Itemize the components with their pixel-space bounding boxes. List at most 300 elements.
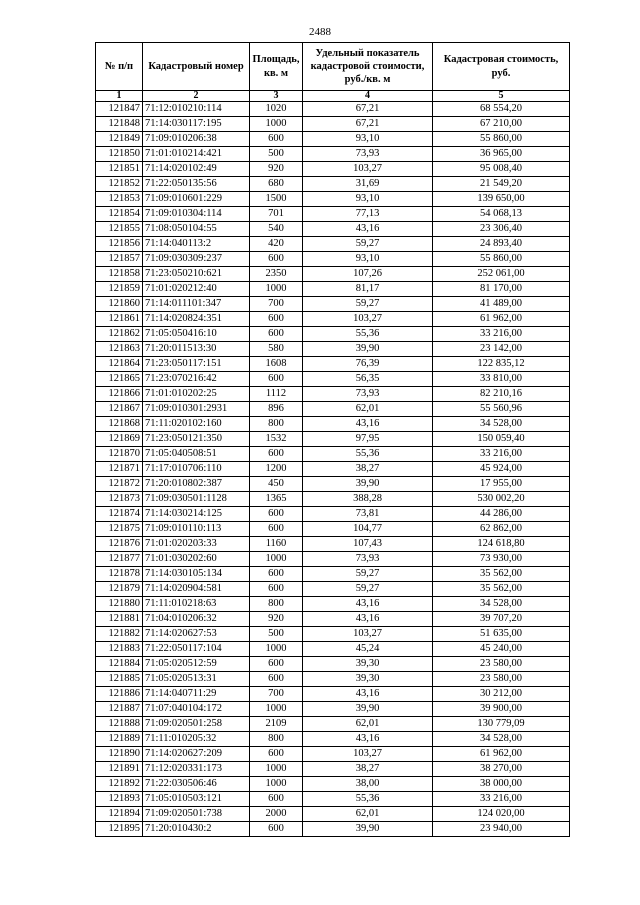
table-row	[96, 312, 570, 327]
specific-value-cell: 73,81	[303, 507, 433, 522]
table-row	[96, 267, 570, 282]
table-row	[96, 747, 570, 762]
area-cell: 600	[250, 672, 303, 687]
table-row	[96, 792, 570, 807]
specific-value-cell: 67,21	[303, 102, 433, 117]
row-number-cell: 121851	[96, 162, 143, 177]
row-number-cell: 121873	[96, 492, 143, 507]
area-cell: 450	[250, 477, 303, 492]
area-cell: 800	[250, 597, 303, 612]
area-cell: 1020	[250, 102, 303, 117]
area-cell: 2350	[250, 267, 303, 282]
table-row	[96, 162, 570, 177]
specific-value-cell: 103,27	[303, 162, 433, 177]
cadastral-cost-cell: 81 170,00	[433, 282, 570, 297]
row-number-cell: 121847	[96, 102, 143, 117]
cadastral-cost-cell: 34 528,00	[433, 597, 570, 612]
area-cell: 500	[250, 147, 303, 162]
specific-value-cell: 103,27	[303, 312, 433, 327]
table-row	[96, 507, 570, 522]
cadastral-cost-cell: 530 002,20	[433, 492, 570, 507]
row-number-cell: 121877	[96, 552, 143, 567]
row-number-cell: 121849	[96, 132, 143, 147]
specific-value-cell: 39,30	[303, 672, 433, 687]
row-number-cell: 121889	[96, 732, 143, 747]
cadastral-cost-cell: 82 210,16	[433, 387, 570, 402]
cadastral-number-cell: 71:09:010301:2931	[143, 402, 250, 417]
specific-value-cell: 104,77	[303, 522, 433, 537]
column-number-row	[96, 91, 570, 102]
specific-value-cell: 107,43	[303, 537, 433, 552]
cadastral-number-cell: 71:12:010210:114	[143, 102, 250, 117]
area-cell: 600	[250, 792, 303, 807]
table-row	[96, 117, 570, 132]
table-row	[96, 147, 570, 162]
specific-value-cell: 59,27	[303, 237, 433, 252]
table-row	[96, 642, 570, 657]
cadastral-cost-cell: 51 635,00	[433, 627, 570, 642]
cadastral-cost-cell: 23 142,00	[433, 342, 570, 357]
cadastral-cost-cell: 33 216,00	[433, 447, 570, 462]
column-number: 3	[250, 91, 303, 102]
specific-value-cell: 55,36	[303, 327, 433, 342]
cadastral-cost-cell: 33 216,00	[433, 327, 570, 342]
row-number-cell: 121886	[96, 687, 143, 702]
cadastral-cost-cell: 38 000,00	[433, 777, 570, 792]
cadastral-number-cell: 71:14:030214:125	[143, 507, 250, 522]
area-cell: 600	[250, 252, 303, 267]
cadastral-cost-cell: 23 580,00	[433, 672, 570, 687]
area-cell: 600	[250, 327, 303, 342]
cadastral-number-cell: 71:09:010110:113	[143, 522, 250, 537]
cadastral-cost-cell: 122 835,12	[433, 357, 570, 372]
row-number-cell: 121892	[96, 777, 143, 792]
area-cell: 600	[250, 132, 303, 147]
table-header-row	[96, 43, 570, 91]
table-row	[96, 372, 570, 387]
specific-value-cell: 38,27	[303, 762, 433, 777]
cadastral-number-cell: 71:14:020627:209	[143, 747, 250, 762]
area-cell: 1000	[250, 762, 303, 777]
row-number-cell: 121859	[96, 282, 143, 297]
row-number-cell: 121895	[96, 822, 143, 837]
cadastral-number-cell: 71:14:020824:351	[143, 312, 250, 327]
area-cell: 1608	[250, 357, 303, 372]
table-row	[96, 102, 570, 117]
cadastral-number-cell: 71:14:040711:29	[143, 687, 250, 702]
row-number-cell: 121864	[96, 357, 143, 372]
area-cell: 500	[250, 627, 303, 642]
table-row	[96, 297, 570, 312]
cadastral-number-cell: 71:20:010430:2	[143, 822, 250, 837]
area-cell: 1532	[250, 432, 303, 447]
header-row-number: № п/п	[96, 43, 143, 91]
row-number-cell: 121868	[96, 417, 143, 432]
cadastral-number-cell: 71:09:010206:38	[143, 132, 250, 147]
specific-value-cell: 67,21	[303, 117, 433, 132]
cadastral-cost-cell: 124 020,00	[433, 807, 570, 822]
specific-value-cell: 97,95	[303, 432, 433, 447]
table-row	[96, 237, 570, 252]
row-number-cell: 121887	[96, 702, 143, 717]
cadastral-number-cell: 71:09:030501:1128	[143, 492, 250, 507]
area-cell: 1112	[250, 387, 303, 402]
specific-value-cell: 59,27	[303, 297, 433, 312]
area-cell: 1500	[250, 192, 303, 207]
cadastral-cost-cell: 44 286,00	[433, 507, 570, 522]
header-specific-value: Удельный показатель кадастровой стоимости, руб./кв. м	[303, 43, 433, 91]
area-cell: 1000	[250, 282, 303, 297]
specific-value-cell: 43,16	[303, 612, 433, 627]
table-row	[96, 717, 570, 732]
area-cell: 700	[250, 687, 303, 702]
cadastral-number-cell: 71:09:010304:114	[143, 207, 250, 222]
cadastral-number-cell: 71:20:010802:387	[143, 477, 250, 492]
cadastral-number-cell: 71:09:020501:258	[143, 717, 250, 732]
cadastral-cost-cell: 33 216,00	[433, 792, 570, 807]
row-number-cell: 121855	[96, 222, 143, 237]
cadastral-cost-cell: 130 779,09	[433, 717, 570, 732]
table-row	[96, 177, 570, 192]
specific-value-cell: 93,10	[303, 252, 433, 267]
table-row	[96, 222, 570, 237]
row-number-cell: 121894	[96, 807, 143, 822]
table-row	[96, 582, 570, 597]
specific-value-cell: 103,27	[303, 747, 433, 762]
cadastral-cost-cell: 139 650,00	[433, 192, 570, 207]
specific-value-cell: 39,90	[303, 477, 433, 492]
cadastral-cost-cell: 45 924,00	[433, 462, 570, 477]
row-number-cell: 121872	[96, 477, 143, 492]
cadastral-cost-cell: 33 810,00	[433, 372, 570, 387]
area-cell: 800	[250, 732, 303, 747]
cadastral-number-cell: 71:01:030202:60	[143, 552, 250, 567]
table-row	[96, 687, 570, 702]
row-number-cell: 121876	[96, 537, 143, 552]
row-number-cell: 121890	[96, 747, 143, 762]
row-number-cell: 121871	[96, 462, 143, 477]
area-cell: 701	[250, 207, 303, 222]
cadastral-number-cell: 71:11:010218:63	[143, 597, 250, 612]
specific-value-cell: 38,27	[303, 462, 433, 477]
row-number-cell: 121861	[96, 312, 143, 327]
table-row	[96, 477, 570, 492]
row-number-cell: 121883	[96, 642, 143, 657]
column-number: 4	[303, 91, 433, 102]
area-cell: 1000	[250, 117, 303, 132]
specific-value-cell: 93,10	[303, 192, 433, 207]
area-cell: 540	[250, 222, 303, 237]
area-cell: 600	[250, 522, 303, 537]
cadastral-number-cell: 71:05:050416:10	[143, 327, 250, 342]
area-cell: 800	[250, 417, 303, 432]
cadastral-number-cell: 71:01:010202:25	[143, 387, 250, 402]
column-number: 2	[143, 91, 250, 102]
cadastral-number-cell: 71:14:011101:347	[143, 297, 250, 312]
table-row	[96, 342, 570, 357]
table-row	[96, 777, 570, 792]
table-row	[96, 522, 570, 537]
area-cell: 700	[250, 297, 303, 312]
table-row	[96, 612, 570, 627]
row-number-cell: 121882	[96, 627, 143, 642]
table-row	[96, 702, 570, 717]
column-number: 1	[96, 91, 143, 102]
area-cell: 580	[250, 342, 303, 357]
cadastral-cost-cell: 62 862,00	[433, 522, 570, 537]
specific-value-cell: 43,16	[303, 417, 433, 432]
cadastral-number-cell: 71:01:010214:421	[143, 147, 250, 162]
cadastral-cost-cell: 23 306,40	[433, 222, 570, 237]
cadastral-cost-cell: 124 618,80	[433, 537, 570, 552]
cadastral-table	[95, 42, 570, 837]
cadastral-number-cell: 71:22:030506:46	[143, 777, 250, 792]
table-row	[96, 402, 570, 417]
row-number-cell: 121857	[96, 252, 143, 267]
specific-value-cell: 76,39	[303, 357, 433, 372]
row-number-cell: 121866	[96, 387, 143, 402]
specific-value-cell: 39,90	[303, 702, 433, 717]
specific-value-cell: 73,93	[303, 387, 433, 402]
cadastral-cost-cell: 73 930,00	[433, 552, 570, 567]
row-number-cell: 121867	[96, 402, 143, 417]
area-cell: 1160	[250, 537, 303, 552]
area-cell: 1000	[250, 552, 303, 567]
table-row	[96, 252, 570, 267]
cadastral-number-cell: 71:01:020203:33	[143, 537, 250, 552]
area-cell: 1000	[250, 702, 303, 717]
specific-value-cell: 62,01	[303, 807, 433, 822]
cadastral-cost-cell: 39 900,00	[433, 702, 570, 717]
table-row	[96, 207, 570, 222]
cadastral-number-cell: 71:14:020904:581	[143, 582, 250, 597]
specific-value-cell: 39,90	[303, 822, 433, 837]
area-cell: 600	[250, 372, 303, 387]
area-cell: 2000	[250, 807, 303, 822]
cadastral-number-cell: 71:17:010706:110	[143, 462, 250, 477]
row-number-cell: 121856	[96, 237, 143, 252]
table-row	[96, 672, 570, 687]
area-cell: 680	[250, 177, 303, 192]
row-number-cell: 121893	[96, 792, 143, 807]
specific-value-cell: 62,01	[303, 402, 433, 417]
cadastral-cost-cell: 55 860,00	[433, 252, 570, 267]
table-row	[96, 192, 570, 207]
cadastral-number-cell: 71:08:050104:55	[143, 222, 250, 237]
cadastral-cost-cell: 67 210,00	[433, 117, 570, 132]
area-cell: 920	[250, 162, 303, 177]
cadastral-cost-cell: 30 212,00	[433, 687, 570, 702]
cadastral-cost-cell: 24 893,40	[433, 237, 570, 252]
cadastral-cost-cell: 17 955,00	[433, 477, 570, 492]
area-cell: 600	[250, 507, 303, 522]
cadastral-cost-cell: 45 240,00	[433, 642, 570, 657]
row-number-cell: 121863	[96, 342, 143, 357]
specific-value-cell: 43,16	[303, 222, 433, 237]
specific-value-cell: 38,00	[303, 777, 433, 792]
row-number-cell: 121850	[96, 147, 143, 162]
header-cadastral-cost: Кадастровая стоимость, руб.	[433, 43, 570, 91]
row-number-cell: 121884	[96, 657, 143, 672]
table-row	[96, 492, 570, 507]
row-number-cell: 121858	[96, 267, 143, 282]
cadastral-cost-cell: 95 008,40	[433, 162, 570, 177]
specific-value-cell: 59,27	[303, 582, 433, 597]
cadastral-cost-cell: 35 562,00	[433, 567, 570, 582]
area-cell: 1000	[250, 642, 303, 657]
table-row	[96, 807, 570, 822]
area-cell: 600	[250, 582, 303, 597]
specific-value-cell: 59,27	[303, 567, 433, 582]
row-number-cell: 121888	[96, 717, 143, 732]
specific-value-cell: 43,16	[303, 597, 433, 612]
cadastral-number-cell: 71:07:040104:172	[143, 702, 250, 717]
row-number-cell: 121891	[96, 762, 143, 777]
table-row	[96, 132, 570, 147]
row-number-cell: 121880	[96, 597, 143, 612]
specific-value-cell: 73,93	[303, 147, 433, 162]
cadastral-number-cell: 71:22:050117:104	[143, 642, 250, 657]
specific-value-cell: 55,36	[303, 447, 433, 462]
cadastral-number-cell: 71:04:010206:32	[143, 612, 250, 627]
cadastral-cost-cell: 39 707,20	[433, 612, 570, 627]
cadastral-cost-cell: 38 270,00	[433, 762, 570, 777]
cadastral-cost-cell: 21 549,20	[433, 177, 570, 192]
area-cell: 920	[250, 612, 303, 627]
specific-value-cell: 81,17	[303, 282, 433, 297]
cadastral-cost-cell: 34 528,00	[433, 732, 570, 747]
cadastral-number-cell: 71:23:050210:621	[143, 267, 250, 282]
header-cadastral-number: Кадастровый номер	[143, 43, 250, 91]
row-number-cell: 121879	[96, 582, 143, 597]
table-row	[96, 822, 570, 837]
specific-value-cell: 45,24	[303, 642, 433, 657]
cadastral-cost-cell: 55 860,00	[433, 132, 570, 147]
row-number-cell: 121881	[96, 612, 143, 627]
row-number-cell: 121875	[96, 522, 143, 537]
specific-value-cell: 107,26	[303, 267, 433, 282]
specific-value-cell: 39,90	[303, 342, 433, 357]
page-number: 2488	[309, 26, 331, 38]
table-row	[96, 462, 570, 477]
specific-value-cell: 77,13	[303, 207, 433, 222]
cadastral-number-cell: 71:23:070216:42	[143, 372, 250, 387]
row-number-cell: 121878	[96, 567, 143, 582]
specific-value-cell: 103,27	[303, 627, 433, 642]
table-row	[96, 567, 570, 582]
cadastral-number-cell: 71:22:050135:56	[143, 177, 250, 192]
row-number-cell: 121852	[96, 177, 143, 192]
area-cell: 600	[250, 822, 303, 837]
specific-value-cell: 73,93	[303, 552, 433, 567]
cadastral-cost-cell: 54 068,13	[433, 207, 570, 222]
cadastral-number-cell: 71:05:010503:121	[143, 792, 250, 807]
cadastral-cost-cell: 34 528,00	[433, 417, 570, 432]
table-row	[96, 552, 570, 567]
row-number-cell: 121853	[96, 192, 143, 207]
table-row	[96, 627, 570, 642]
specific-value-cell: 43,16	[303, 732, 433, 747]
cadastral-cost-cell: 68 554,20	[433, 102, 570, 117]
row-number-cell: 121848	[96, 117, 143, 132]
cadastral-number-cell: 71:20:011513:30	[143, 342, 250, 357]
specific-value-cell: 55,36	[303, 792, 433, 807]
area-cell: 2109	[250, 717, 303, 732]
cadastral-cost-cell: 41 489,00	[433, 297, 570, 312]
row-number-cell: 121862	[96, 327, 143, 342]
area-cell: 600	[250, 447, 303, 462]
row-number-cell: 121870	[96, 447, 143, 462]
area-cell: 896	[250, 402, 303, 417]
cadastral-number-cell: 71:11:010205:32	[143, 732, 250, 747]
cadastral-number-cell: 71:05:040508:51	[143, 447, 250, 462]
cadastral-number-cell: 71:12:020331:173	[143, 762, 250, 777]
table-row	[96, 762, 570, 777]
cadastral-cost-cell: 35 562,00	[433, 582, 570, 597]
table-row	[96, 732, 570, 747]
cadastral-number-cell: 71:05:020512:59	[143, 657, 250, 672]
cadastral-number-cell: 71:11:020102:160	[143, 417, 250, 432]
cadastral-number-cell: 71:14:020627:53	[143, 627, 250, 642]
table-row	[96, 657, 570, 672]
cadastral-number-cell: 71:23:050121:350	[143, 432, 250, 447]
cadastral-number-cell: 71:14:040113:2	[143, 237, 250, 252]
specific-value-cell: 31,69	[303, 177, 433, 192]
specific-value-cell: 62,01	[303, 717, 433, 732]
area-cell: 420	[250, 237, 303, 252]
cadastral-cost-cell: 61 962,00	[433, 747, 570, 762]
table-row	[96, 432, 570, 447]
row-number-cell: 121874	[96, 507, 143, 522]
area-cell: 600	[250, 567, 303, 582]
cadastral-number-cell: 71:14:020102:49	[143, 162, 250, 177]
cadastral-cost-cell: 150 059,40	[433, 432, 570, 447]
row-number-cell: 121885	[96, 672, 143, 687]
table-row	[96, 447, 570, 462]
cadastral-cost-cell: 252 061,00	[433, 267, 570, 282]
table-row	[96, 417, 570, 432]
cadastral-cost-cell: 61 962,00	[433, 312, 570, 327]
table-row	[96, 327, 570, 342]
table-row	[96, 387, 570, 402]
specific-value-cell: 93,10	[303, 132, 433, 147]
row-number-cell: 121860	[96, 297, 143, 312]
row-number-cell: 121865	[96, 372, 143, 387]
table-row	[96, 537, 570, 552]
header-area: Площадь, кв. м	[250, 43, 303, 91]
specific-value-cell: 39,30	[303, 657, 433, 672]
cadastral-number-cell: 71:09:020501:738	[143, 807, 250, 822]
cadastral-cost-cell: 36 965,00	[433, 147, 570, 162]
area-cell: 1365	[250, 492, 303, 507]
cadastral-cost-cell: 23 940,00	[433, 822, 570, 837]
area-cell: 1000	[250, 777, 303, 792]
area-cell: 1200	[250, 462, 303, 477]
cadastral-cost-cell: 23 580,00	[433, 657, 570, 672]
cadastral-number-cell: 71:09:030309:237	[143, 252, 250, 267]
table-row	[96, 597, 570, 612]
cadastral-number-cell: 71:23:050117:151	[143, 357, 250, 372]
cadastral-number-cell: 71:14:030105:134	[143, 567, 250, 582]
cadastral-number-cell: 71:05:020513:31	[143, 672, 250, 687]
specific-value-cell: 56,35	[303, 372, 433, 387]
specific-value-cell: 43,16	[303, 687, 433, 702]
column-number: 5	[433, 91, 570, 102]
area-cell: 600	[250, 747, 303, 762]
table-row	[96, 282, 570, 297]
table-row	[96, 357, 570, 372]
row-number-cell: 121869	[96, 432, 143, 447]
